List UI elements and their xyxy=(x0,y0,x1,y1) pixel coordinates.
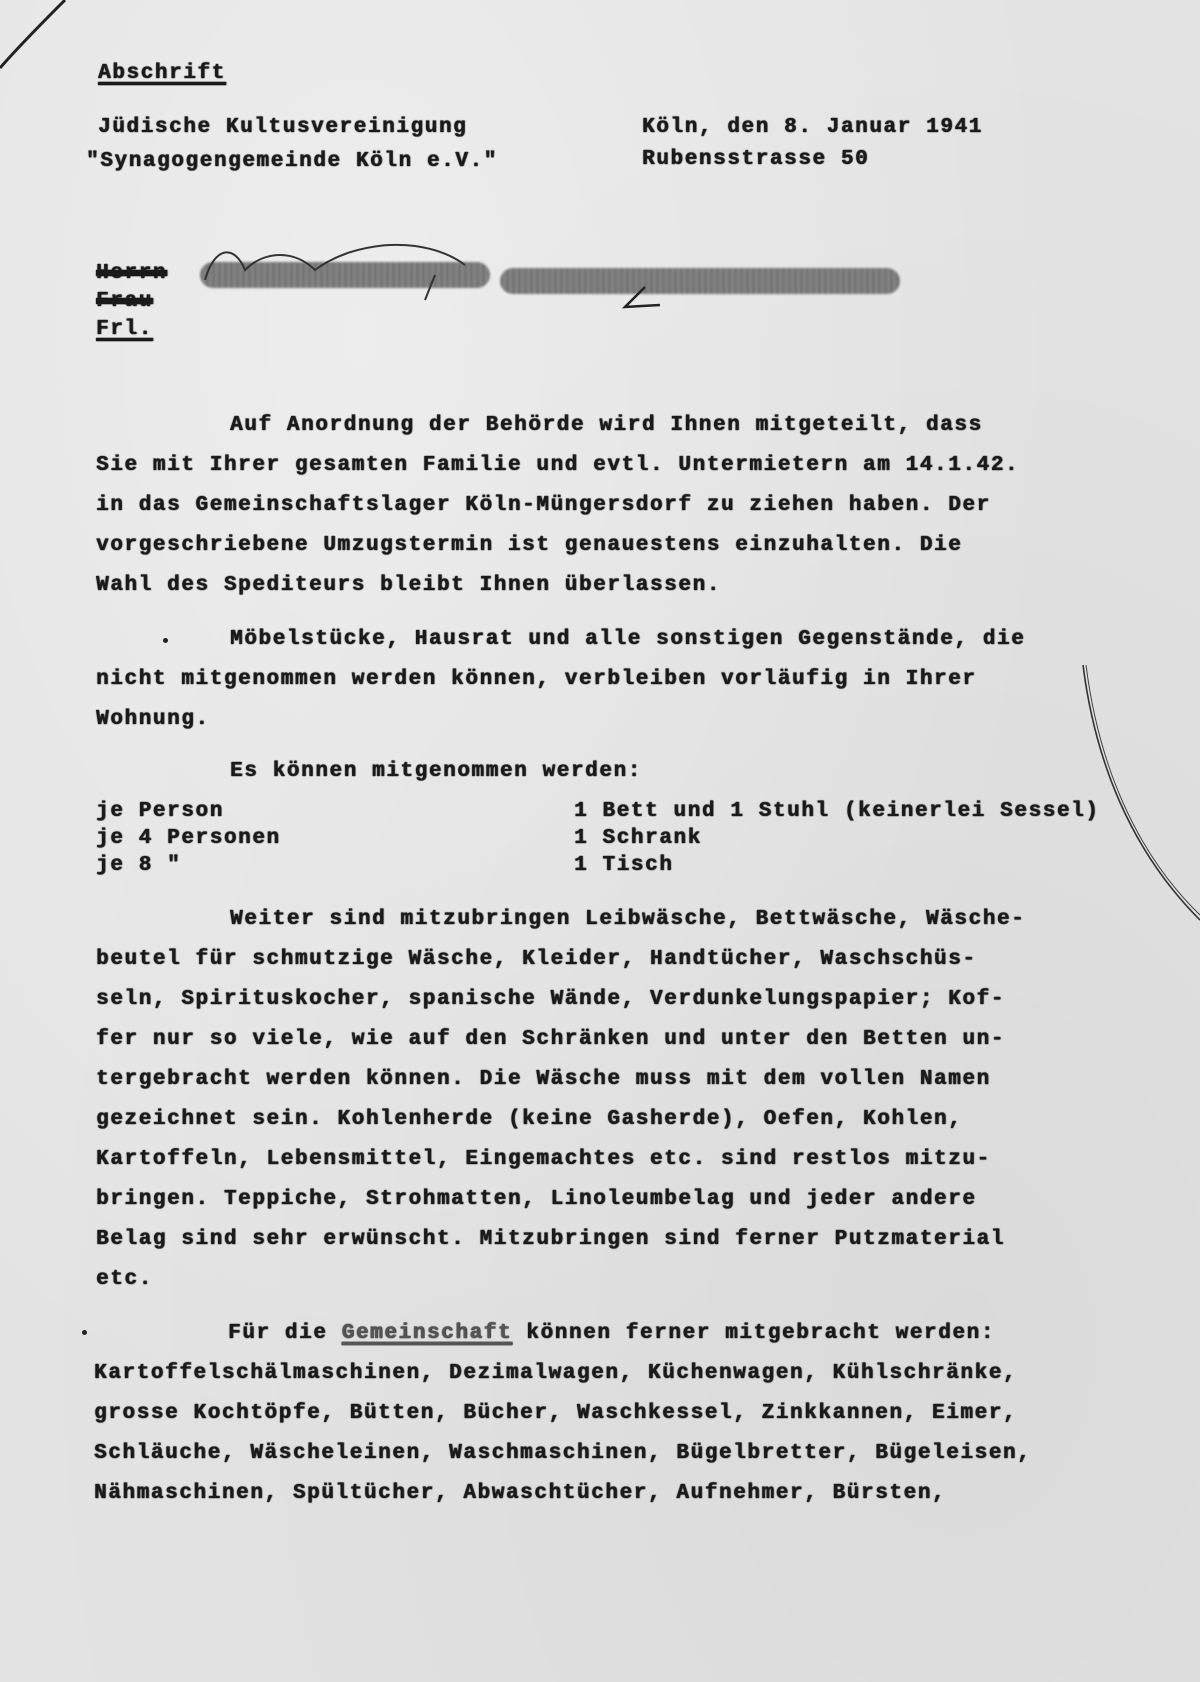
margin-pen-stroke xyxy=(1083,665,1200,920)
para4-line-4: Nähmaschinen, Spültücher, Abwaschtücher, Aufnehmer, Bürsten, xyxy=(94,1482,947,1505)
para2-line-1: Möbelstücke, Hausrat und alle sonstigen Gegenstände, die xyxy=(230,628,1026,651)
list-intro: Es können mitgenommen werden: xyxy=(230,760,642,783)
place-date: Köln, den 8. Januar 1941 xyxy=(642,116,983,139)
para3-line-10: etc. xyxy=(96,1268,153,1291)
ink-dot xyxy=(163,638,168,643)
sender-line-1: Jüdische Kultusvereinigung xyxy=(98,116,468,139)
para3-line-9: Belag sind sehr erwünscht. Mitzubringen sind ferner Putzmaterial xyxy=(96,1228,1005,1251)
para3-line-2: beutel für schmutzige Wäsche, Kleider, Handtücher, Waschschüs- xyxy=(96,948,977,971)
allowance-items-2: 1 Schrank xyxy=(574,827,702,850)
para3-line-1: Weiter sind mitzubringen Leibwäsche, Bettwäsche, Wäsche- xyxy=(230,908,1026,931)
para1-line-3: in das Gemeinschaftslager Köln-Müngersdorf zu ziehen haben. Der xyxy=(96,494,991,517)
para4-line-2: grosse Kochtöpfe, Bütten, Bücher, Waschkessel, Zinkkannen, Eimer, xyxy=(94,1402,1018,1425)
para3-line-5: tergebracht werden können. Die Wäsche muss mit dem vollen Namen xyxy=(96,1068,991,1091)
allowance-unit-3: je 8 " xyxy=(96,854,182,877)
para3-line-3: seln, Spirituskocher, spanische Wände, Verdunkelungspapier; Kof- xyxy=(96,988,1005,1011)
sender-address: Rubensstrasse 50 xyxy=(642,148,870,171)
salutation-frau: Frau xyxy=(96,290,153,313)
allowance-items-3: 1 Tisch xyxy=(574,854,674,877)
para4-intro-before: Für die xyxy=(228,1322,342,1345)
para1-line-5: Wahl des Spediteurs bleibt Ihnen überlassen. xyxy=(96,574,721,597)
para3-line-4: fer nur so viele, wie auf den Schränken und unter den Betten un- xyxy=(96,1028,1005,1051)
para1-line-4: vorgeschriebene Umzugstermin ist genauestens einzuhalten. Die xyxy=(96,534,963,557)
para1-line-1: Auf Anordnung der Behörde wird Ihnen mitgeteilt, dass xyxy=(230,414,983,437)
salutation-frl: Frl. xyxy=(96,318,153,341)
para4-intro-underlined: Gemeinschaft xyxy=(341,1322,513,1345)
para4-intro xyxy=(228,1322,995,1345)
para4-line-3: Schläuche, Wäscheleinen, Waschmaschinen, Bügelbretter, Bügeleisen, xyxy=(94,1442,1032,1465)
sender-line-2: "Synagogengemeinde Köln e.V." xyxy=(86,150,498,173)
para3-line-8: bringen. Teppiche, Strohmatten, Linoleumbelag und jeder andere xyxy=(96,1188,977,1211)
allowance-unit-1: je Person xyxy=(96,800,224,823)
para3-line-7: Kartoffeln, Lebensmittel, Eingemachtes etc. sind restlos mitzu- xyxy=(96,1148,991,1171)
redacted-name-part-2 xyxy=(500,268,900,294)
ink-dot xyxy=(82,1330,87,1335)
corner-pen-stroke xyxy=(0,0,65,68)
para3-line-6: gezeichnet sein. Kohlenherde (keine Gasherde), Oefen, Kohlen, xyxy=(96,1108,963,1131)
document-title: Abschrift xyxy=(98,62,226,85)
para4-intro-after: können ferner mitgebracht werden: xyxy=(512,1322,995,1345)
para1-line-2: Sie mit Ihrer gesamten Familie und evtl. Untermietern am 14.1.42. xyxy=(96,454,1020,477)
handwritten-scribble xyxy=(195,240,525,310)
allowance-unit-2: je 4 Personen xyxy=(96,827,281,850)
para2-line-2: nicht mitgenommen werden können, verbleiben vorläufig in Ihrer xyxy=(96,668,977,691)
handwritten-mark xyxy=(620,285,680,315)
para2-line-3: Wohnung. xyxy=(96,708,210,731)
allowance-items-1: 1 Bett und 1 Stuhl (keinerlei Sessel) xyxy=(574,800,1100,823)
salutation-herrn: Herrn xyxy=(96,262,168,285)
para4-line-1: Kartoffelschälmaschinen, Dezimalwagen, Küchenwagen, Kühlschränke, xyxy=(94,1362,1018,1385)
